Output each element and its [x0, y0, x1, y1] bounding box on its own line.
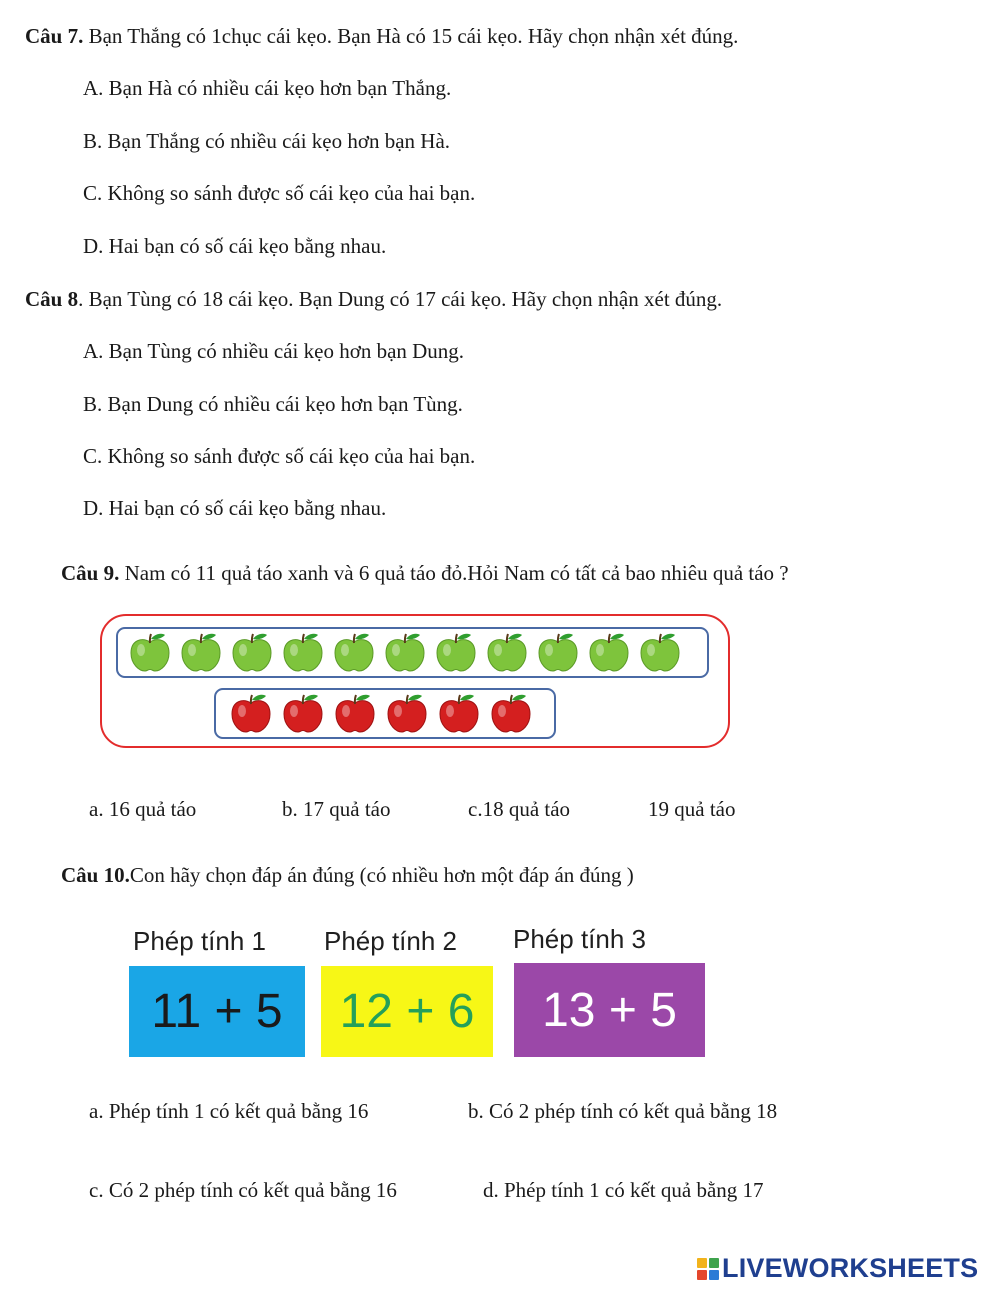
question-10-text: Con hãy chọn đáp án đúng (có nhiều hơn một đáp án đúng ): [129, 863, 634, 887]
question-10-label: Câu 10.: [61, 863, 130, 887]
red-apple: [437, 692, 481, 734]
q7-option-c[interactable]: C. Không so sánh được số cái kẹo của hai bạn.: [83, 181, 476, 205]
green-apple: [587, 631, 631, 673]
green-apple: [536, 631, 580, 673]
q10-option-b[interactable]: b. Có 2 phép tính có kết quả bằng 18: [468, 1099, 778, 1123]
question-10: [61, 863, 634, 888]
operation-1-title: Phép tính 1: [133, 926, 266, 956]
question-8-text: . Bạn Tùng có 18 cái kẹo. Bạn Dung có 17 cái kẹo. Hãy chọn nhận xét đúng.: [78, 287, 723, 311]
q8-option-a[interactable]: A. Bạn Tùng có nhiều cái kẹo hơn bạn Dung.: [83, 339, 465, 363]
red-apple: [385, 692, 429, 734]
question-8-label: Câu 8: [25, 287, 79, 311]
operation-2-card: 12 + 6: [321, 966, 493, 1057]
operation-2-title: Phép tính 2: [324, 926, 457, 956]
green-apple: [281, 631, 325, 673]
green-apple: [179, 631, 223, 673]
green-apple: [128, 631, 172, 673]
green-apple: [230, 631, 274, 673]
question-9: [61, 561, 789, 586]
question-8: [25, 287, 722, 312]
red-apple: [229, 692, 273, 734]
q10-option-d[interactable]: d. Phép tính 1 có kết quả bằng 17: [483, 1178, 764, 1202]
q9-option-c[interactable]: c.18 quả táo: [468, 797, 571, 821]
q10-option-a[interactable]: a. Phép tính 1 có kết quả bằng 16: [89, 1099, 369, 1123]
q9-option-a[interactable]: a. 16 quả táo: [89, 797, 197, 821]
green-apple: [434, 631, 478, 673]
operation-1-card: 11 + 5: [129, 966, 305, 1057]
q9-option-d[interactable]: 19 quả táo: [648, 797, 736, 821]
q7-option-a[interactable]: A. Bạn Hà có nhiều cái kẹo hơn bạn Thắng.: [83, 76, 452, 100]
question-9-label: Câu 9.: [61, 561, 120, 585]
q8-option-b[interactable]: B. Bạn Dung có nhiều cái kẹo hơn bạn Tùng.: [83, 392, 463, 416]
operation-3-card: 13 + 5: [514, 963, 705, 1057]
green-apple: [485, 631, 529, 673]
q10-option-c[interactable]: c. Có 2 phép tính có kết quả bằng 16: [89, 1178, 397, 1202]
q8-option-d[interactable]: D. Hai bạn có số cái kẹo bằng nhau.: [83, 496, 387, 520]
liveworksheets-wordmark: LIVEWORKSHEETS: [722, 1253, 979, 1283]
liveworksheets-logo-icon: [697, 1258, 719, 1280]
green-apple: [638, 631, 682, 673]
question-9-text: Nam có 11 quả táo xanh và 6 quả táo đỏ.Hỏi Nam có tất cả bao nhiêu quả táo ?: [119, 561, 789, 585]
question-7: [25, 24, 738, 49]
question-7-text: Bạn Thắng có 1chục cái kẹo. Bạn Hà có 15 cái kẹo. Hãy chọn nhận xét đúng.: [83, 24, 739, 48]
green-apple: [383, 631, 427, 673]
question-7-label: Câu 7.: [25, 24, 84, 48]
q8-option-c[interactable]: C. Không so sánh được số cái kẹo của hai bạn.: [83, 444, 476, 468]
liveworksheets-logo: [697, 1253, 978, 1284]
q7-option-d[interactable]: D. Hai bạn có số cái kẹo bằng nhau.: [83, 234, 387, 258]
q7-option-b[interactable]: B. Bạn Thắng có nhiều cái kẹo hơn bạn Hà.: [83, 129, 451, 153]
red-apple: [489, 692, 533, 734]
red-apple: [281, 692, 325, 734]
red-apple: [333, 692, 377, 734]
operation-3-title: Phép tính 3: [513, 924, 646, 954]
green-apple: [332, 631, 376, 673]
q9-option-b[interactable]: b. 17 quả táo: [282, 797, 391, 821]
